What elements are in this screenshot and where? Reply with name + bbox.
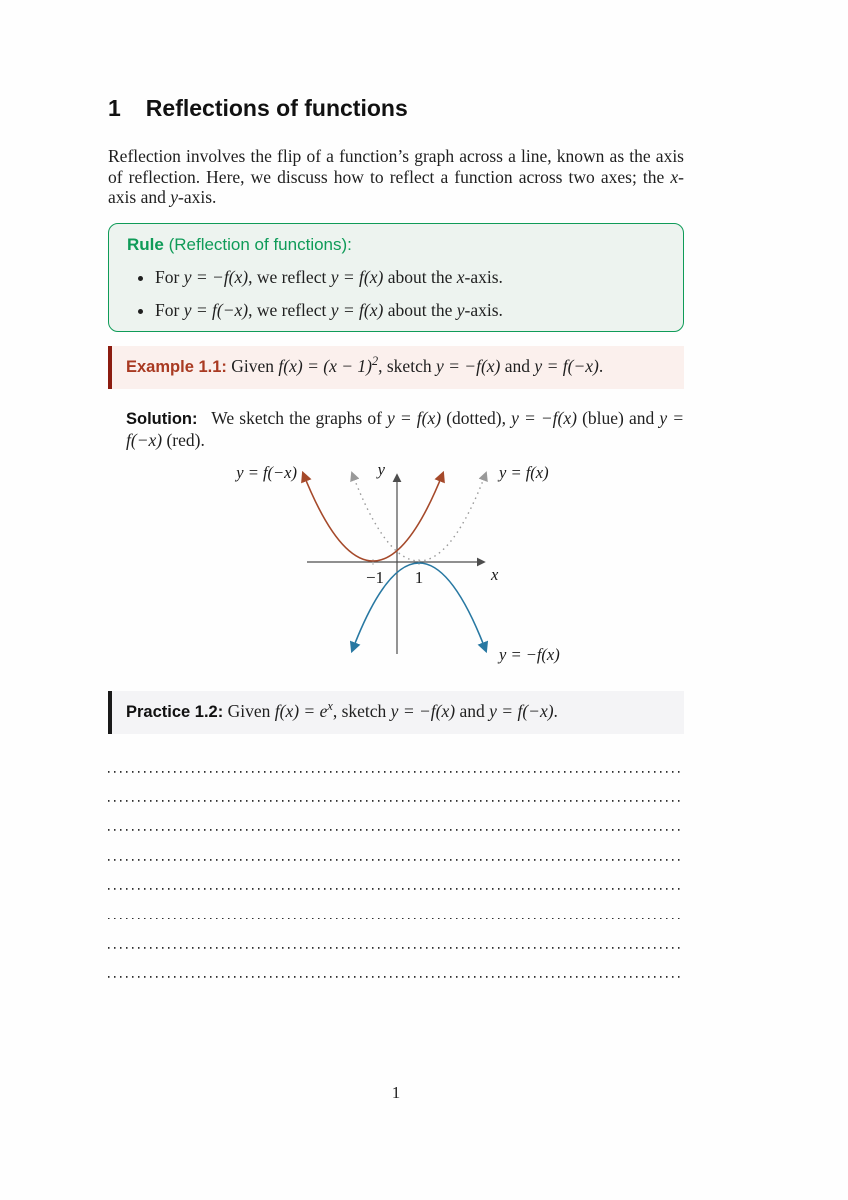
answer-dotted-line: [108, 802, 684, 831]
example-box: [108, 346, 684, 389]
intro-paragraph: Reflection involves the flip of a function’s graph across a line, known as the axis of reflection. Here, we discuss how to reflect a function across two axes; the x-axis and y-axis.: [108, 146, 684, 208]
solution-label: Solution:: [126, 410, 198, 429]
label-neg-f: y = −f(x): [499, 645, 560, 665]
answer-dotted-line: [108, 831, 684, 860]
solution-block: [126, 408, 684, 451]
figure-graph: [213, 453, 583, 669]
tick-label-neg1: −1: [365, 568, 385, 588]
curve-f-negx: [303, 473, 443, 561]
rule-heading: [127, 235, 667, 255]
answer-dotted-line: [108, 919, 684, 948]
answer-dotted-line: [108, 949, 684, 978]
reflection-graph: [213, 453, 583, 669]
answer-dotted-line: [108, 890, 684, 919]
solution-text: We sketch the graphs of y = f(x) (dotted), y = −f(x) (blue) and y = f(−x) (red).: [126, 408, 685, 451]
rule-bullet-2: • For y = f(−x), we reflect y = f(x) about the y-axis.: [155, 300, 667, 320]
section-number: 1: [108, 95, 121, 121]
tick-label-1: 1: [414, 568, 424, 588]
practice-text: Given $f(x) = e^x$, sketch y = −f(x) and y = f(−x).: [227, 699, 558, 722]
practice-box: [108, 691, 684, 734]
rule-subtitle: (Reflection of functions):: [168, 235, 352, 255]
answer-dotted-line: [108, 743, 684, 772]
label-f-negx: y = f(−x): [236, 463, 297, 483]
example-label: Example 1.1:: [126, 358, 227, 377]
rule-bullet-list: [155, 267, 667, 320]
section-heading: [108, 96, 684, 120]
rule-label: Rule: [127, 235, 164, 255]
rule-box: [108, 223, 684, 332]
page-number: 1: [391, 1083, 401, 1102]
rule-bullet-1: • For y = −f(x), we reflect y = f(x) about the x-axis.: [155, 267, 667, 287]
curve-f-dotted: [352, 473, 486, 561]
section-title: Reflections of functions: [145, 95, 408, 121]
answer-dotted-line: [108, 773, 684, 802]
y-axis-label: y: [377, 460, 385, 480]
example-text: Given $f(x) = (x - 1)^2$, sketch y = −f(x) and y = f(−x).: [231, 354, 604, 377]
answer-lines: [108, 743, 684, 978]
practice-label: Practice 1.2:: [126, 703, 224, 722]
x-axis-label: x: [491, 565, 499, 585]
answer-dotted-line: [108, 861, 684, 890]
label-f: y = f(x): [499, 463, 549, 483]
content-column: [108, 96, 684, 978]
